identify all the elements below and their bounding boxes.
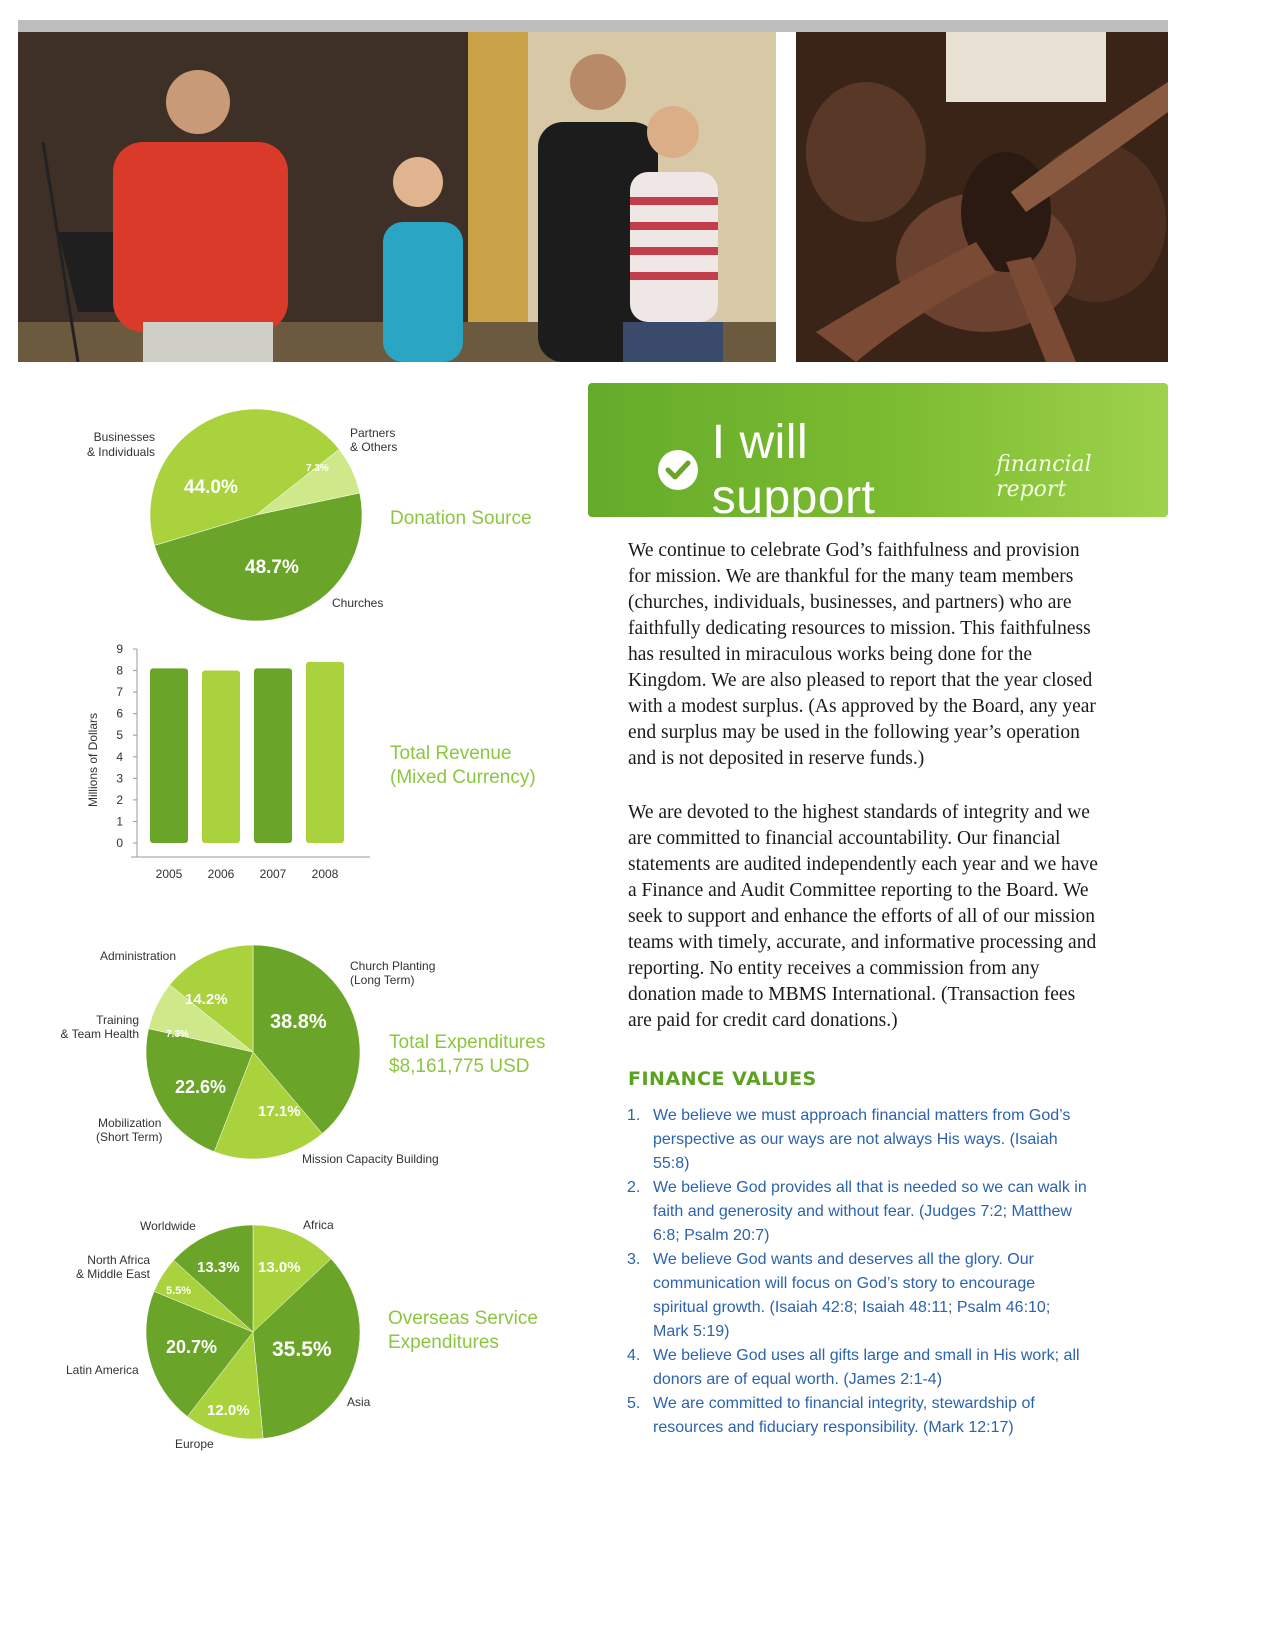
slice-label-mobilization-line2: (Short Term): [96, 1130, 163, 1144]
donation-source-chart: [40, 405, 600, 630]
list-item: [627, 1104, 1087, 1176]
list-item-number: 3.: [627, 1251, 641, 1268]
list-item-text: We are committed to financial integrity, stewardship of resources and fiduciary responsibility. (Mark 12:17): [653, 1395, 1035, 1436]
finance-values-list: [627, 1104, 1087, 1440]
list-item: [627, 1248, 1087, 1344]
slice-value-administration: 14.2%: [185, 991, 228, 1008]
chart-subtitle-expenditures: $8,161,775 USD: [389, 1056, 530, 1077]
slice-value-europe: 12.0%: [207, 1402, 250, 1419]
slice-value-africa: 13.0%: [258, 1259, 301, 1276]
x-tick-label: 2005: [155, 867, 183, 881]
list-item-number: 4.: [627, 1347, 641, 1364]
slice-value-mobilization: 22.6%: [175, 1077, 227, 1097]
slice-label-north-africa-line1: North Africa: [87, 1253, 150, 1267]
slice-label-church-planting-line2: (Long Term): [350, 973, 415, 987]
slice-label-businesses-line2: & Individuals: [86, 445, 155, 459]
slice-value-latin-america: 20.7%: [166, 1337, 218, 1357]
slice-value-north-africa: 5.5%: [166, 1285, 192, 1297]
bar-2005: [150, 668, 188, 843]
bar-2008: [306, 662, 344, 843]
list-item-number: 2.: [627, 1179, 641, 1196]
slice-label-worldwide: Worldwide: [140, 1219, 196, 1233]
slice-label-partners-line1: Partners: [350, 426, 396, 440]
slice-label-latin-america: Latin America: [66, 1363, 139, 1377]
y-tick-label: 1: [116, 814, 123, 829]
y-tick-label: 7: [116, 685, 123, 700]
y-tick-label: 5: [116, 728, 123, 743]
slice-label-church-planting-line1: Church Planting: [350, 959, 436, 973]
chart-title-donation: Donation Source: [390, 508, 532, 529]
total-expenditures-chart: [40, 935, 600, 1175]
chart-subtitle-overseas: Expenditures: [388, 1332, 499, 1353]
y-tick-label: 0: [116, 836, 123, 850]
list-item: [627, 1176, 1087, 1248]
list-item: [627, 1392, 1087, 1440]
total-revenue-chart: [40, 635, 600, 885]
chart-title-expenditures: Total Expenditures: [389, 1032, 546, 1053]
bar-2006: [202, 671, 240, 843]
x-tick-label: 2008: [311, 867, 339, 881]
slice-value-businesses: 44.0%: [184, 477, 238, 498]
y-tick-label: 4: [116, 749, 123, 764]
slice-label-businesses-line1: Businesses: [93, 430, 155, 444]
list-item: [627, 1344, 1087, 1392]
banner-title: I will support: [711, 416, 876, 524]
chart-title-overseas: Overseas Service: [388, 1308, 538, 1329]
check-circle-icon: [658, 450, 698, 490]
slice-label-training-line1: Training: [96, 1013, 139, 1027]
chart-title-revenue: Total Revenue: [390, 743, 512, 764]
slice-label-mobilization-line1: Mobilization: [98, 1116, 162, 1130]
slice-value-worldwide: 13.3%: [197, 1259, 240, 1276]
y-tick-label: 9: [116, 642, 123, 656]
banner-subtitle: financial report: [996, 452, 1092, 502]
slice-label-churches: Churches: [332, 596, 384, 610]
section-banner: [588, 383, 1168, 524]
y-tick-label: 3: [116, 771, 123, 786]
slice-label-north-africa-line2: & Middle East: [75, 1267, 150, 1281]
y-tick-label: 6: [116, 706, 123, 721]
header-bar: [18, 20, 1168, 32]
slice-label-africa: Africa: [303, 1218, 334, 1232]
slice-label-asia: Asia: [347, 1395, 371, 1409]
x-tick-label: 2007: [259, 867, 287, 881]
y-axis-label: Millions of Dollars: [86, 712, 100, 808]
y-tick-label: 8: [116, 663, 123, 678]
list-item-text: We believe God uses all gifts large and small in His work; all donors are of equal worth. (James 2:1-4): [653, 1347, 1080, 1388]
finance-values-heading: FINANCE VALUES: [628, 1068, 817, 1090]
slice-value-partners: 7.3%: [306, 463, 329, 474]
list-item-number: 1.: [627, 1107, 641, 1124]
list-item-text: We believe God wants and deserves all the glory. Our communication will focus on God’s story to encourage spiritual growth. (Isaiah 42:8; Isaiah 48:11; Psalm 46:10; Mark 5:19): [653, 1251, 1051, 1340]
slice-label-administration: Administration: [100, 949, 177, 963]
overseas-service-chart: [40, 1210, 600, 1460]
slice-value-churches: 48.7%: [245, 557, 299, 578]
body-paragraph-2: We are devoted to the highest standards of integrity and we are committed to financial accountability. Our financial statements are audited independently each year and we have a Finance and Audit Committee reporting to the Board. We seek to support and enhance the efforts of all of our mission teams with timely, accurate, and informative processing and reporting. No entity receives a commission from any donation made to MBMS International. (Transaction fees are paid for credit card donations.): [628, 802, 1098, 1031]
hands-photo: [796, 32, 1168, 362]
y-tick-label: 2: [116, 792, 123, 807]
body-paragraph-1: We continue to celebrate God’s faithfulness and provision for mission. We are thankful for the many team members (churches, individuals, businesses, and partners) who are faithfully dedicating resources to mission. This faithfulness has resulted in miraculous works being done for the Kingdom. We are also pleased to report that the year closed with a modest surplus. (As approved by the Board, any year end surplus may be used in the following year’s operation and is not deposited in reserve funds.): [628, 540, 1096, 769]
slice-label-training-line2: & Team Health: [60, 1027, 139, 1041]
slice-label-partners-line2: & Others: [350, 440, 398, 454]
team-photo: [18, 32, 776, 362]
bar-2007: [254, 668, 292, 843]
slice-value-training: 7.3%: [166, 1029, 189, 1040]
list-item-text: We believe God provides all that is needed so we can walk in faith and generosity and without fear. (Judges 7:2; Matthew 6:8; Psalm 20:7): [653, 1179, 1087, 1244]
list-item-number: 5.: [627, 1395, 641, 1412]
slice-value-mission-capacity: 17.1%: [258, 1103, 301, 1120]
x-tick-label: 2006: [207, 867, 235, 881]
chart-subtitle-revenue: (Mixed Currency): [390, 767, 536, 788]
slice-value-asia: 35.5%: [272, 1338, 332, 1361]
slice-label-europe: Europe: [175, 1437, 214, 1451]
list-item-text: We believe we must approach financial matters from God’s perspective as our ways are not always His ways. (Isaiah 55:8): [653, 1107, 1071, 1172]
slice-value-church-planting: 38.8%: [270, 1011, 327, 1033]
slice-label-mission-capacity: Mission Capacity Building: [302, 1152, 439, 1166]
